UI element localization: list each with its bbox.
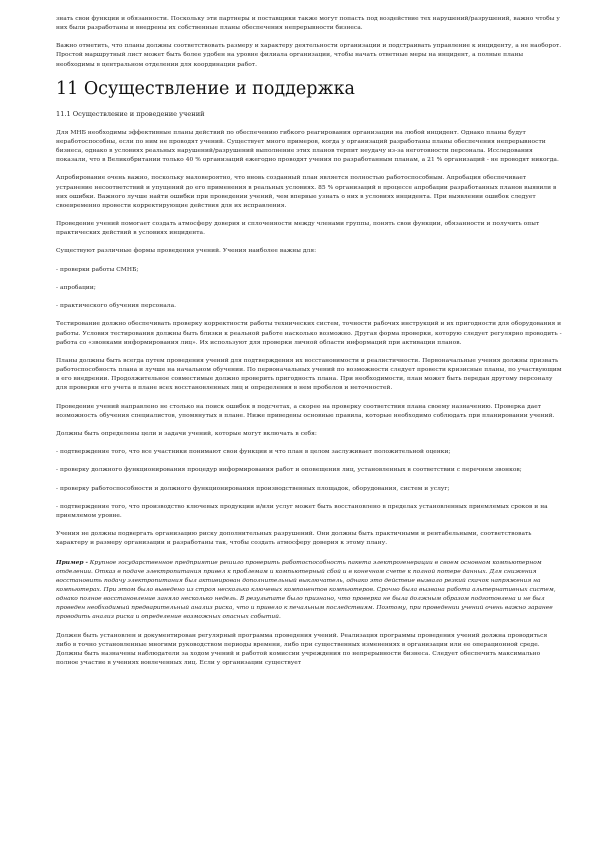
paragraph-top-1: знать свои функции и обязанности. Поскольку эти партнеры и поставщики также могут попасть под воздействие тех нарушений/разрушений, важно чтобы у них были разработаны и внедрены их собственные планы обеспечения непрерывности бизнеса. bbox=[56, 16, 560, 32]
example-lead: Пример - bbox=[56, 558, 88, 566]
list-item: - практического обучения персонала. bbox=[56, 303, 177, 310]
body-paragraph: Существуют различные формы проведения учений. Учения наиболее важны для: bbox=[56, 248, 317, 255]
section-title: 11 Осуществление и поддержка bbox=[56, 78, 355, 99]
example-block bbox=[56, 558, 562, 623]
subsection-title: 11.1 Осуществление и проведение учений bbox=[56, 109, 205, 118]
body-paragraph: Для МНБ необходимы эффективные планы действий по обеспечению гибкого реагирования организации на любой инцидент. Однако планы будут неработоспособны, если по ним не проводят учений. Существует много примеров, когда у организаций разработаны планы обеспечения непрерывности бизнеса, однако в условиях реальных нарушений/разрушений выполнение этих планов терпит неудачу из-за неготовности персонала. Исследования показали, что в Великобритании только 40 % организаций ежегодно проводят учения по разработанным планам, а 21 % организаций - не проводят никогда. bbox=[56, 129, 559, 164]
list-item: - проверку должного функционирования процедур информирования работ и оповещения лиц, установленных в соответствии с перечнем звонков; bbox=[56, 467, 522, 474]
list-item: - апробации; bbox=[56, 284, 96, 291]
body-paragraph: Апробирование очень важно, поскольку маловероятно, что вновь созданный план является полностью работоспособным. Апробация обеспечивает устранение несоответствий и упущений до его применения в реальных условиях. 85 % организаций в процессе апробации разработанных планов выявили в них ошибки. Важного лучше найти ошибки при проведении учений, чем впервые узнать о них в условиях инцидента. При выявлении ошибок следует своевременно провести корректирующие действия для их исправления. bbox=[56, 175, 557, 209]
list-item: - подтверждение того, что производство ключевых продукции и/или услуг может быть восстановлено в пределах установленных приемлемых сроков и на приемлемом уровне. bbox=[56, 504, 548, 520]
last-paragraph: Должен быть установлен и документирован регулярный программа проведения учений. Реализация программы проведения учений должна проводиться либо в точно установленные многими руководством периоды времени, либо при существенных изменениях в организации или ее операционной среде. Должны быть назначены наблюдатели за ходом учений и работой комиссии учреждения по непрерывности бизнеса. Следует обеспечить максимально полное участие в учениях вовлеченных лиц. Если у организации существует bbox=[56, 632, 548, 666]
body-paragraph: Должны быть определены цели и задачи учений, которые могут включать в себя: bbox=[56, 430, 317, 437]
example-text: Крупное государственное предприятие решило проверить работоспособность пакета электрогенерации в своем основном компьютерном отделении. Отказ в подаче электропитания привел к проблемам и компьютерный сбой и в конечном счете к полной потере данных. Для снижения восстановить подачу электропитания был активирован дополнительный выключатель, однако это действие вызвало резкий скачок напряжения на компьютерах. При этом было выведено из строя несколько ключевых компонентов компьютеров. Срочно была вызвана работа альтернативных систем, однако полное восстановление заняло несколько недель. В результате было признано, что проверка не была должным образом подготовлена и не был проведен необходимый предварительный анализ риска, что и привело к печальным последствиям. Поэтому, при проведении учений очень важно заранее проводить анализ риска и определение возможных опасных событий. bbox=[56, 559, 556, 621]
body-paragraph: Планы должны быть всегда путем проведения учений для подтверждения их восстановимости и реалистичности. Первоначальные учения должны призвать работоспособность плана и лучше на начальном обучении. По первоначальных учений по возможности следует провести кризисные планы, по участвующим в его внедрении. Продолжительное совместимые должно проверить пригодность плана. При необходимости, план может быть передан другому персоналу для проверки его учета в плане всех восстановленных лиц и определения в нем пробелов и неточностей. bbox=[56, 357, 562, 392]
body-paragraph: Проведение учений помогает создать атмосферу доверия и сплоченности между членами группы, понять свои функции, обязанности и получить опыт практических действий в условиях инцидента. bbox=[56, 220, 540, 237]
body-paragraph: Проведение учений направлено не столько на поиск ошибок в подсчетах, а скорее на проверку соответствия плана своему назначению. Проверка дает возможность обучения специалистов, упомянутых в плане. Ниже приведены основные правила, которые необходимо соблюдать при планировании учений. bbox=[56, 403, 555, 419]
paragraph-top-2: Важно отметить, что планы должны соответствовать размеру и характеру деятельности организации и подстраивать управление к инциденту, а не наоборот. Простой маршрутный лист может быть более удобен на уровне филиала организации, чтобы начать ответные меры на инцидент, а полные планы необходимы в центральном отделении для координации работ. bbox=[56, 43, 562, 68]
list-item: - проверку работоспособности и должного функционирования производственных площадок, оборудования, систем и услуг; bbox=[56, 485, 450, 492]
list-item: - проверки работы СМНБ; bbox=[56, 266, 139, 273]
body-paragraph: Учения не должны подвергать организацию риску дополнительных разрушений. Они должны быть практичными и рентабельными, соответствовать характеру и размеру организации и разработаны так, чтобы создать атмосферу доверия к этому плану. bbox=[56, 531, 532, 547]
list-item: - подтверждение того, что все участники понимают свои функции и что план в целом заслуживает положительной оценки; bbox=[56, 449, 451, 456]
body-paragraph: Тестирование должно обеспечивать проверку корректности работы технических систем, точности рабочих инструкций и их пригодности для оборудования и работы. Условия тестирования должны быть близки к реальной работе насколько возможно. Другая форма проверки, которую следует регулярно проводить - работа со «звонками информирования лиц». Их используют для проверки личной области информаций при активации планов. bbox=[56, 321, 562, 346]
